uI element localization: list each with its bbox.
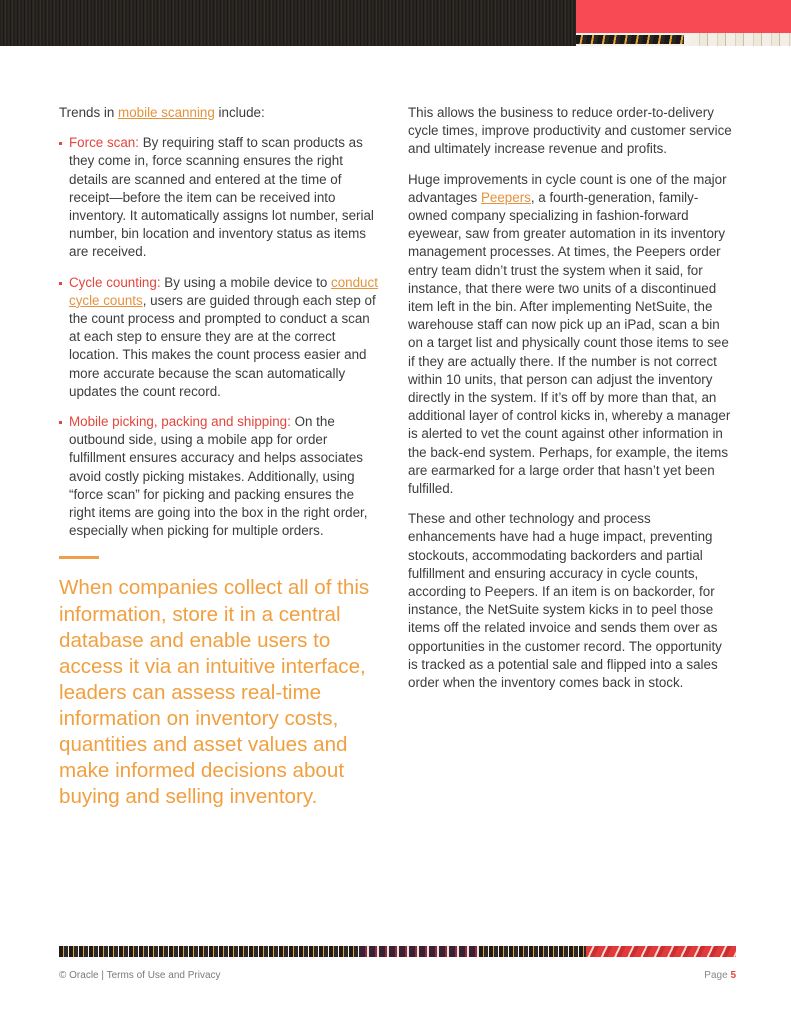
list-item-cycle-counting: Cycle counting: By using a mobile device to conduct cycle counts, users are guided through each step of the count process and prompted to conduct a scan at each step to ensure they are at the correct location. This makes the count process easier and more accurate because the scan automatically updates the count record. bbox=[59, 274, 381, 401]
paragraph-order-delivery: This allows the business to reduce order-to-delivery cycle times, improve productivity and customer service and ultimately increase revenue and profits. bbox=[408, 105, 732, 157]
footer-pattern-mid bbox=[359, 946, 479, 957]
intro-paragraph: Trends in mobile scanning include: bbox=[59, 105, 265, 120]
conduct-cycle-counts-link[interactable]: conduct cycle counts bbox=[69, 274, 378, 308]
footer-copyright[interactable]: © Oracle | Terms of Use and Privacy bbox=[59, 970, 221, 981]
footer-decorative-band bbox=[59, 946, 736, 957]
paragraph-enhancements: These and other technology and process enhancements have had a huge impact, preventing stockouts, accommodating backorders and partial fulfillment and ensuring accuracy in cycle counts, according to Peepers. If an item is on backorder, for instance, the NetSuite system kicks in to peel those items off the related invoice and sends them over as opportunities in the customer record. The opportunity is tracked as a potential sale and flipped into a sales order when the inventory comes back in stock. bbox=[408, 511, 722, 691]
mobile-scanning-link[interactable]: mobile scanning bbox=[118, 105, 215, 120]
list-item-force-scan bbox=[59, 134, 381, 261]
header-pattern-dark bbox=[576, 35, 684, 44]
header-pattern-light bbox=[690, 33, 791, 46]
bullet-lead: Force scan: bbox=[69, 135, 139, 151]
bullet-lead: Cycle counting: bbox=[69, 274, 161, 290]
peepers-link[interactable]: Peepers bbox=[480, 189, 531, 205]
pull-quote: When companies collect all of this information, store it in a central database and enable users to access it via an intuitive interface, leaders can assess real-time information on inventory costs, quantities and asset values and make informed decisions about buying and selling inventory. bbox=[59, 576, 370, 809]
header-pattern-strip bbox=[576, 33, 791, 46]
right-column bbox=[408, 104, 732, 704]
bullet-lead: Mobile picking, packing and shipping: bbox=[69, 414, 291, 430]
trends-list bbox=[59, 134, 381, 540]
page-number: Page 5 bbox=[704, 970, 736, 981]
bullet-text: On the outbound side, using a mobile app for order fulfillment ensures accuracy and helps associates avoid costly picking mistakes. Additionally, using “force scan” for picking and packing ensures the right items are going into the box in the right order, especially when picking for multiple orders. bbox=[69, 414, 368, 539]
callout-divider bbox=[59, 556, 99, 559]
paragraph-peepers: Huge improvements in cycle count is one of the major advantages Peepers, a fourth-generation, family-owned company specializing in fashion-forward eyewear, saw from greater automation in its inventory management processes. At times, the Peepers order entry team didn’t trust the system when it said, for instance, that there were two units of a discontinued item left in the bin. After implementing NetSuite, the warehouse staff can now pick up an iPad, scan a bin on a target list and physically count those items to see if they are actually there. If the number is not correct within 10 units, that person can adjust the inventory directly in the system. If it’s off by more than that, an additional layer of control kicks in, whereby a manager is alerted to vet the count against other information in the back-end system. Perhaps, for example, the items are earmarked for a large order that hasn’t yet been fulfilled. bbox=[408, 171, 731, 497]
left-column bbox=[59, 104, 381, 810]
footer-pattern-red bbox=[586, 946, 736, 957]
bullet-text: By requiring staff to scan products as they come in, force scanning ensures the right details are scanned and entered at the time of receipt—before the item can be received into inventory. It automatically assigns lot number, serial number, bin location and inventory status as items are received. bbox=[69, 135, 374, 260]
header-red-block bbox=[576, 0, 791, 33]
list-item-mobile-picking bbox=[59, 413, 381, 540]
